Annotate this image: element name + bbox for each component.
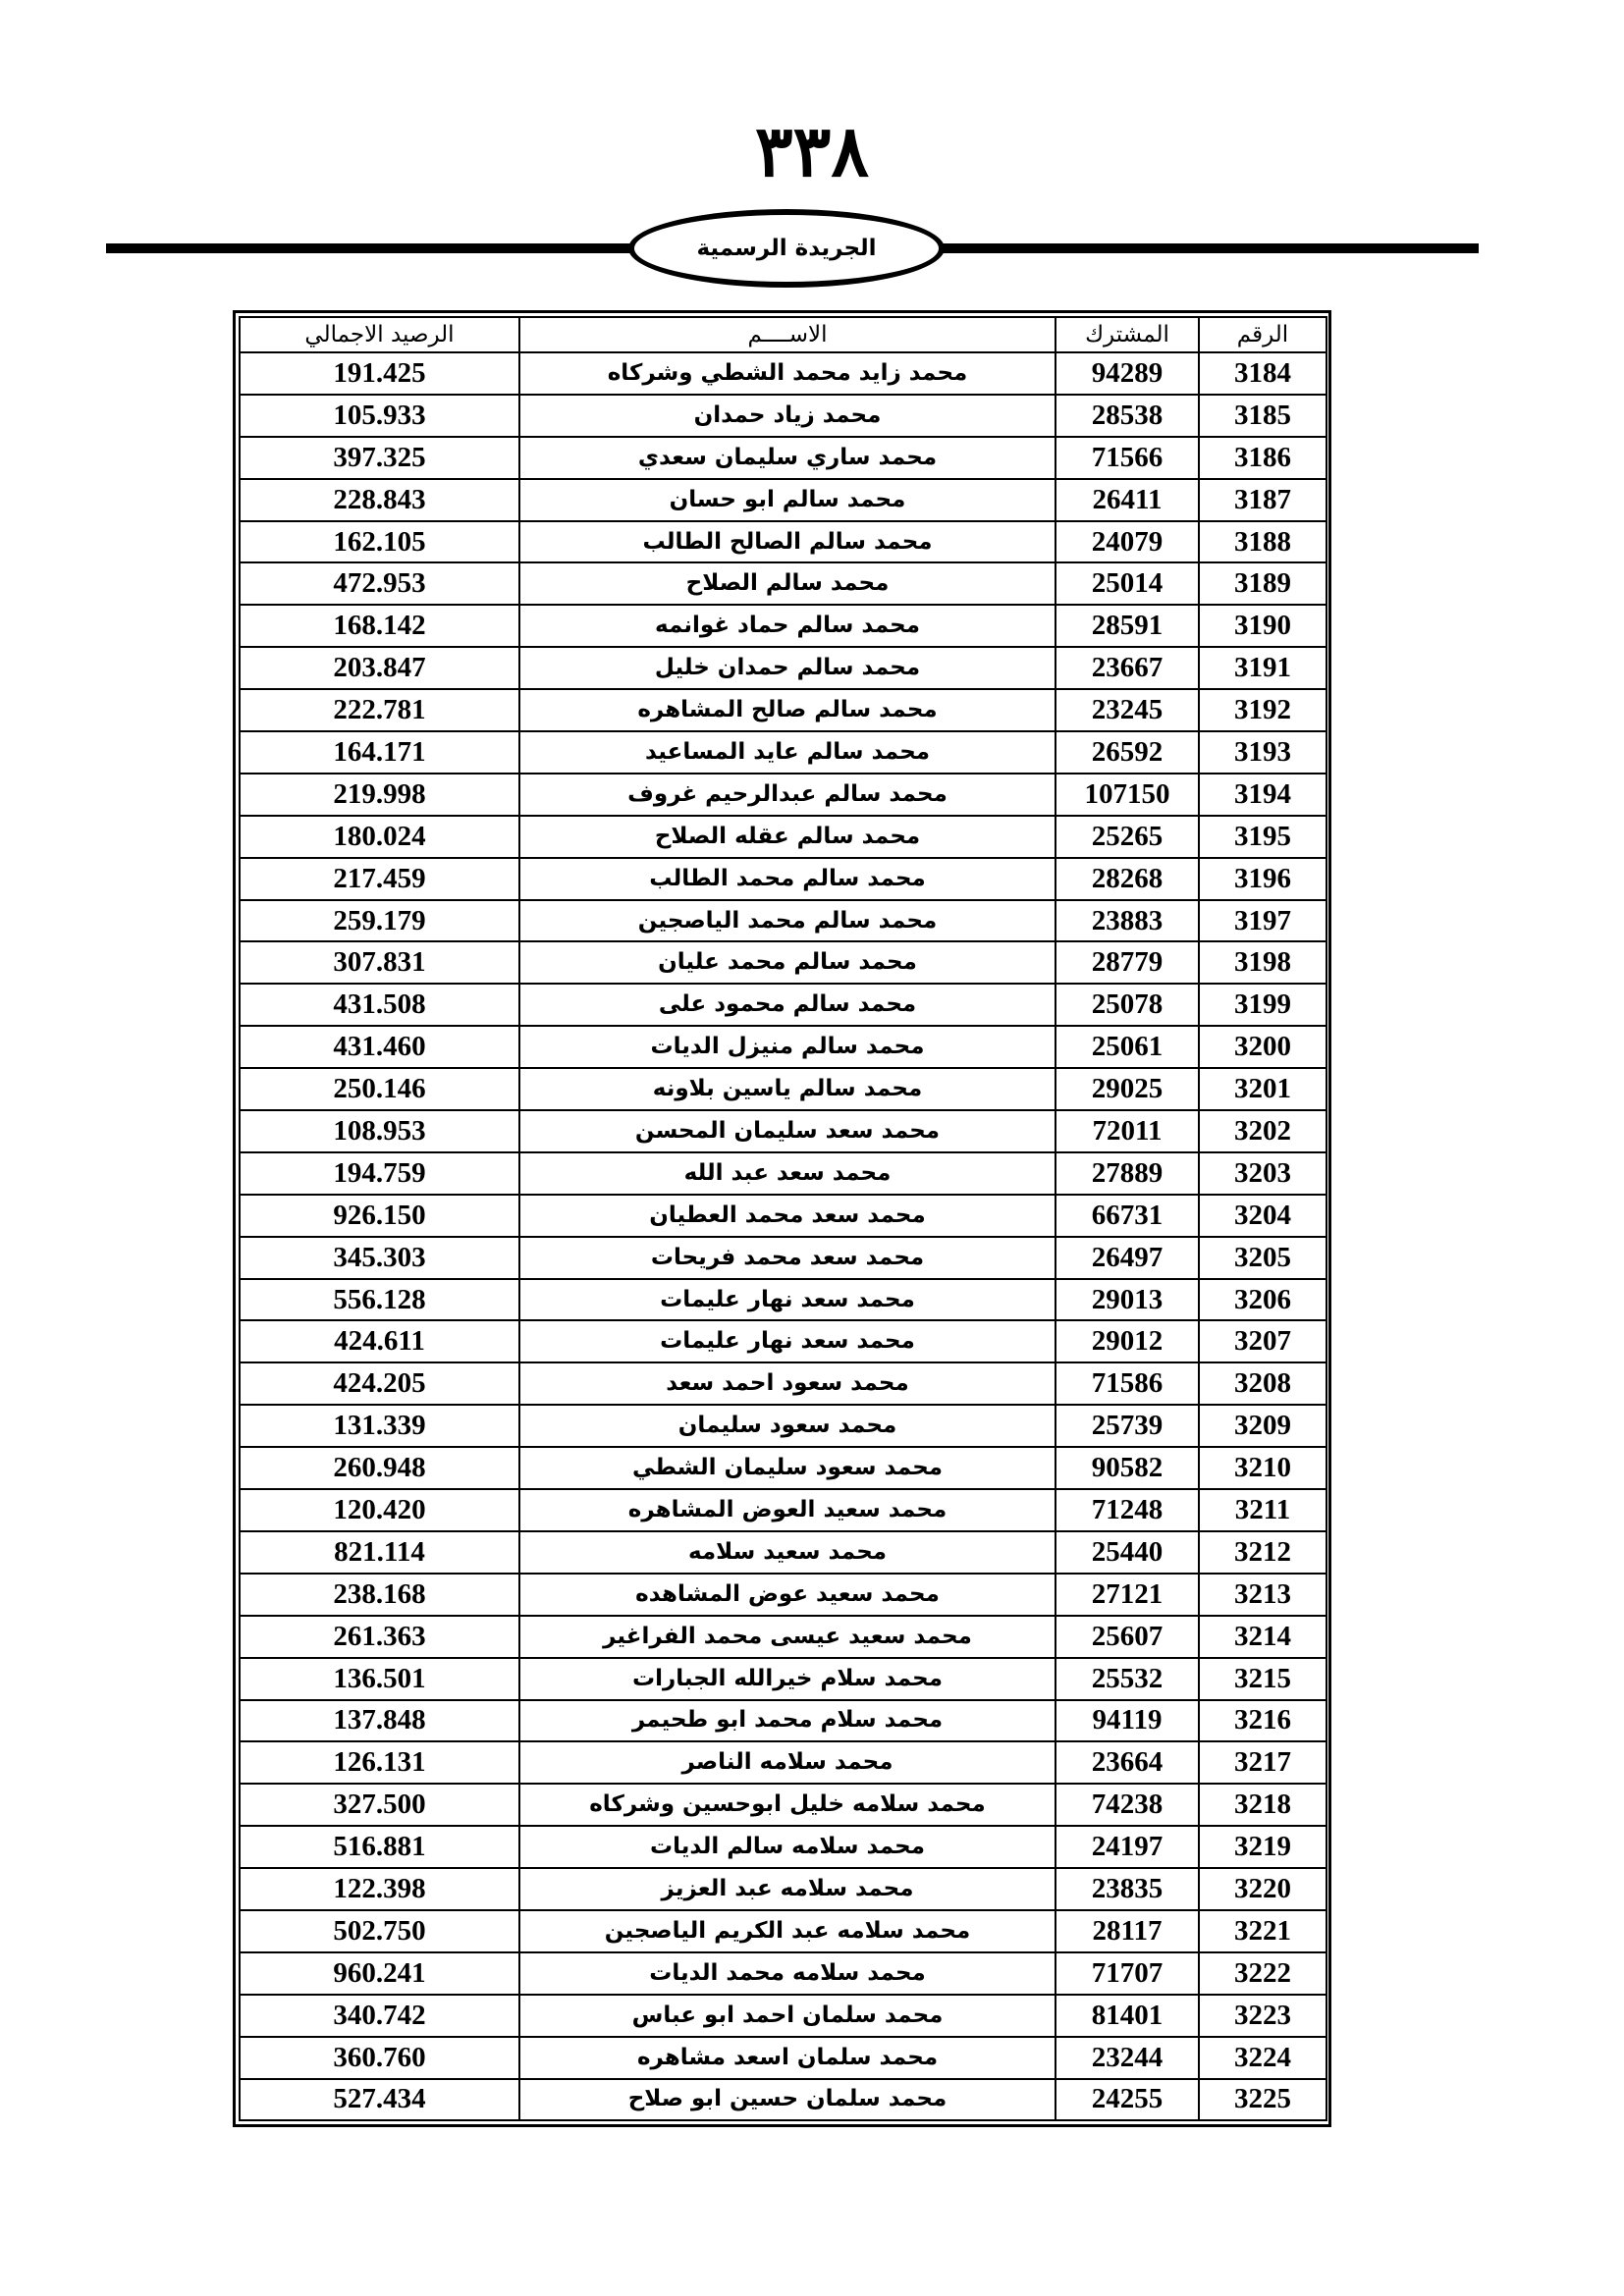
subscriber-id: 72011 <box>1056 1110 1199 1152</box>
table-row <box>240 1026 1326 1068</box>
subscriber-name: محمد ساري سليمان سعدي <box>519 437 1056 479</box>
total-balance: 250.146 <box>240 1068 519 1110</box>
subscriber-name: محمد سعود سليمان الشطي <box>519 1447 1056 1489</box>
subscriber-name: محمد سالم ياسين بلاونه <box>519 1068 1056 1110</box>
table-header-row <box>240 317 1326 352</box>
total-balance: 120.420 <box>240 1489 519 1531</box>
table-row <box>240 521 1326 563</box>
subscriber-id: 71586 <box>1056 1362 1199 1405</box>
table-row <box>240 984 1326 1026</box>
subscriber-name: محمد سعيد سلامه <box>519 1531 1056 1574</box>
subscriber-id: 23883 <box>1056 900 1199 942</box>
subscriber-name: محمد زايد محمد الشطي وشركاه <box>519 352 1056 395</box>
subscriber-id: 25739 <box>1056 1405 1199 1447</box>
subscriber-id: 29025 <box>1056 1068 1199 1110</box>
total-balance: 228.843 <box>240 479 519 521</box>
subscriber-name: محمد سعد محمد العطيان <box>519 1195 1056 1237</box>
row-number: 3195 <box>1199 816 1326 858</box>
total-balance: 431.460 <box>240 1026 519 1068</box>
row-number: 3190 <box>1199 605 1326 647</box>
table-row <box>240 1489 1326 1531</box>
subscriber-name: محمد سلامه الناصر <box>519 1741 1056 1784</box>
subscriber-id: 74238 <box>1056 1784 1199 1826</box>
table-row <box>240 1574 1326 1616</box>
row-number: 3207 <box>1199 1320 1326 1362</box>
total-balance: 340.742 <box>240 1995 519 2037</box>
total-balance: 821.114 <box>240 1531 519 1574</box>
total-balance: 345.303 <box>240 1237 519 1279</box>
header-subscriber: المشترك <box>1056 317 1199 352</box>
total-balance: 222.781 <box>240 689 519 731</box>
total-balance: 191.425 <box>240 352 519 395</box>
subscriber-id: 23245 <box>1056 689 1199 731</box>
row-number: 3192 <box>1199 689 1326 731</box>
subscribers-table-frame <box>233 310 1331 2127</box>
total-balance: 259.179 <box>240 900 519 942</box>
row-number: 3193 <box>1199 731 1326 774</box>
table-row <box>240 689 1326 731</box>
row-number: 3201 <box>1199 1068 1326 1110</box>
row-number: 3211 <box>1199 1489 1326 1531</box>
subscribers-table <box>239 316 1327 2121</box>
subscriber-id: 25265 <box>1056 816 1199 858</box>
subscriber-name: محمد سالم الصلاح <box>519 562 1056 605</box>
row-number: 3184 <box>1199 352 1326 395</box>
total-balance: 168.142 <box>240 605 519 647</box>
table-row <box>240 900 1326 942</box>
total-balance: 424.611 <box>240 1320 519 1362</box>
subscriber-name: محمد سعيد عيسى محمد الفراغير <box>519 1616 1056 1658</box>
table-row <box>240 1995 1326 2037</box>
subscriber-name: محمد سعود سليمان <box>519 1405 1056 1447</box>
subscriber-id: 26411 <box>1056 479 1199 521</box>
subscriber-name: محمد سالم محمد الطالب <box>519 858 1056 900</box>
subscriber-id: 26592 <box>1056 731 1199 774</box>
row-number: 3225 <box>1199 2079 1326 2121</box>
row-number: 3218 <box>1199 1784 1326 1826</box>
row-number: 3199 <box>1199 984 1326 1026</box>
total-balance: 217.459 <box>240 858 519 900</box>
total-balance: 194.759 <box>240 1152 519 1195</box>
table-row <box>240 1279 1326 1321</box>
table-row <box>240 774 1326 816</box>
row-number: 3188 <box>1199 521 1326 563</box>
row-number: 3189 <box>1199 562 1326 605</box>
page-number: ٣٣٨ <box>754 109 869 192</box>
row-number: 3217 <box>1199 1741 1326 1784</box>
table-row <box>240 437 1326 479</box>
row-number: 3203 <box>1199 1152 1326 1195</box>
row-number: 3209 <box>1199 1405 1326 1447</box>
subscriber-name: محمد سالم حمدان خليل <box>519 647 1056 689</box>
total-balance: 180.024 <box>240 816 519 858</box>
subscriber-id: 28117 <box>1056 1910 1199 1952</box>
table-row <box>240 1616 1326 1658</box>
subscriber-name: محمد سلامه خليل ابوحسين وشركاه <box>519 1784 1056 1826</box>
row-number: 3220 <box>1199 1868 1326 1910</box>
subscriber-name: محمد سالم عبدالرحيم غروف <box>519 774 1056 816</box>
row-number: 3210 <box>1199 1447 1326 1489</box>
total-balance: 926.150 <box>240 1195 519 1237</box>
table-row <box>240 1237 1326 1279</box>
table-row <box>240 816 1326 858</box>
total-balance: 261.363 <box>240 1616 519 1658</box>
subscriber-name: محمد سعد عبد الله <box>519 1152 1056 1195</box>
table-row <box>240 1658 1326 1700</box>
total-balance: 527.434 <box>240 2079 519 2121</box>
table-row <box>240 1152 1326 1195</box>
table-row <box>240 605 1326 647</box>
total-balance: 397.325 <box>240 437 519 479</box>
table-row <box>240 1868 1326 1910</box>
table-row <box>240 1405 1326 1447</box>
total-balance: 108.953 <box>240 1110 519 1152</box>
subscriber-name: محمد سالم صالح المشاهره <box>519 689 1056 731</box>
subscriber-name: محمد سلمان حسين ابو صلاح <box>519 2079 1056 2121</box>
table-row <box>240 1362 1326 1405</box>
subscriber-id: 24255 <box>1056 2079 1199 2121</box>
subscriber-name: محمد سالم حماد غوانمه <box>519 605 1056 647</box>
row-number: 3208 <box>1199 1362 1326 1405</box>
row-number: 3221 <box>1199 1910 1326 1952</box>
row-number: 3187 <box>1199 479 1326 521</box>
total-balance: 431.508 <box>240 984 519 1026</box>
subscriber-name: محمد سعد نهار عليمات <box>519 1279 1056 1321</box>
subscriber-name: محمد سالم الصالح الطالب <box>519 521 1056 563</box>
total-balance: 131.339 <box>240 1405 519 1447</box>
row-number: 3216 <box>1199 1700 1326 1742</box>
subscriber-id: 71566 <box>1056 437 1199 479</box>
table-row <box>240 1700 1326 1742</box>
total-balance: 424.205 <box>240 1362 519 1405</box>
table-row <box>240 858 1326 900</box>
row-number: 3200 <box>1199 1026 1326 1068</box>
table-row <box>240 1531 1326 1574</box>
row-number: 3191 <box>1199 647 1326 689</box>
total-balance: 502.750 <box>240 1910 519 1952</box>
subscriber-id: 28538 <box>1056 395 1199 437</box>
table-row <box>240 352 1326 395</box>
table-row <box>240 1195 1326 1237</box>
total-balance: 162.105 <box>240 521 519 563</box>
total-balance: 360.760 <box>240 2037 519 2079</box>
subscriber-name: محمد سلامه عبد العزيز <box>519 1868 1056 1910</box>
row-number: 3219 <box>1199 1826 1326 1868</box>
subscriber-name: محمد سلامه محمد الديات <box>519 1952 1056 1995</box>
row-number: 3202 <box>1199 1110 1326 1152</box>
subscriber-id: 25014 <box>1056 562 1199 605</box>
total-balance: 219.998 <box>240 774 519 816</box>
subscriber-id: 26497 <box>1056 1237 1199 1279</box>
subscriber-name: محمد سالم عايد المساعيد <box>519 731 1056 774</box>
total-balance: 105.933 <box>240 395 519 437</box>
subscriber-name: محمد سعد سليمان المحسن <box>519 1110 1056 1152</box>
subscriber-name: محمد سلامه سالم الديات <box>519 1826 1056 1868</box>
subscriber-id: 23667 <box>1056 647 1199 689</box>
subscriber-id: 94289 <box>1056 352 1199 395</box>
subscriber-id: 94119 <box>1056 1700 1199 1742</box>
subscriber-name: محمد سلامه عبد الكريم الياصجين <box>519 1910 1056 1952</box>
subscriber-name: محمد سالم محمود على <box>519 984 1056 1026</box>
subscriber-id: 25061 <box>1056 1026 1199 1068</box>
subscriber-id: 90582 <box>1056 1447 1199 1489</box>
row-number: 3197 <box>1199 900 1326 942</box>
total-balance: 203.847 <box>240 647 519 689</box>
table-row <box>240 1068 1326 1110</box>
subscriber-id: 71248 <box>1056 1489 1199 1531</box>
table-row <box>240 1952 1326 1995</box>
subscriber-name: محمد سعد نهار عليمات <box>519 1320 1056 1362</box>
header-title: الجريدة الرسمية <box>696 236 877 261</box>
subscriber-name: محمد سعد محمد فريحات <box>519 1237 1056 1279</box>
table-row <box>240 479 1326 521</box>
subscriber-id: 23835 <box>1056 1868 1199 1910</box>
subscriber-id: 25440 <box>1056 1531 1199 1574</box>
subscriber-id: 28268 <box>1056 858 1199 900</box>
row-number: 3212 <box>1199 1531 1326 1574</box>
subscriber-id: 28591 <box>1056 605 1199 647</box>
row-number: 3224 <box>1199 2037 1326 2079</box>
row-number: 3223 <box>1199 1995 1326 2037</box>
table-row <box>240 1320 1326 1362</box>
table-body <box>240 352 1326 2120</box>
subscriber-id: 24079 <box>1056 521 1199 563</box>
row-number: 3214 <box>1199 1616 1326 1658</box>
subscriber-name: محمد سعيد عوض المشاهده <box>519 1574 1056 1616</box>
row-number: 3213 <box>1199 1574 1326 1616</box>
row-number: 3198 <box>1199 941 1326 984</box>
header-name: الاســــم <box>519 317 1056 352</box>
subscriber-id: 24197 <box>1056 1826 1199 1868</box>
subscriber-id: 25532 <box>1056 1658 1199 1700</box>
total-balance: 472.953 <box>240 562 519 605</box>
table-row <box>240 1447 1326 1489</box>
subscriber-name: محمد سلام خيرالله الجبارات <box>519 1658 1056 1700</box>
subscriber-name: محمد سلام محمد ابو طحيمر <box>519 1700 1056 1742</box>
row-number: 3222 <box>1199 1952 1326 1995</box>
subscriber-name: محمد سالم محمد الياصجين <box>519 900 1056 942</box>
subscriber-id: 81401 <box>1056 1995 1199 2037</box>
table-row <box>240 562 1326 605</box>
subscriber-id: 29013 <box>1056 1279 1199 1321</box>
total-balance: 164.171 <box>240 731 519 774</box>
row-number: 3205 <box>1199 1237 1326 1279</box>
subscriber-name: محمد سالم منيزل الديات <box>519 1026 1056 1068</box>
subscriber-id: 23664 <box>1056 1741 1199 1784</box>
header-total-balance: الرصيد الاجمالي <box>240 317 519 352</box>
subscriber-name: محمد سعيد العوض المشاهره <box>519 1489 1056 1531</box>
total-balance: 556.128 <box>240 1279 519 1321</box>
subscriber-id: 25078 <box>1056 984 1199 1026</box>
total-balance: 307.831 <box>240 941 519 984</box>
table-row <box>240 1910 1326 1952</box>
row-number: 3215 <box>1199 1658 1326 1700</box>
table-row <box>240 2079 1326 2121</box>
total-balance: 960.241 <box>240 1952 519 1995</box>
subscriber-id: 28779 <box>1056 941 1199 984</box>
subscriber-name: محمد سالم محمد عليان <box>519 941 1056 984</box>
total-balance: 327.500 <box>240 1784 519 1826</box>
subscriber-id: 25607 <box>1056 1616 1199 1658</box>
subscriber-id: 71707 <box>1056 1952 1199 1995</box>
header-title-oval <box>628 209 945 288</box>
total-balance: 137.848 <box>240 1700 519 1742</box>
row-number: 3204 <box>1199 1195 1326 1237</box>
total-balance: 136.501 <box>240 1658 519 1700</box>
table-row <box>240 941 1326 984</box>
header-number: الرقم <box>1199 317 1326 352</box>
subscriber-id: 66731 <box>1056 1195 1199 1237</box>
table-row <box>240 2037 1326 2079</box>
subscriber-id: 27121 <box>1056 1574 1199 1616</box>
total-balance: 126.131 <box>240 1741 519 1784</box>
table-row <box>240 395 1326 437</box>
subscriber-name: محمد سلمان احمد ابو عباس <box>519 1995 1056 2037</box>
subscriber-name: محمد سالم عقله الصلاح <box>519 816 1056 858</box>
subscriber-id: 23244 <box>1056 2037 1199 2079</box>
total-balance: 516.881 <box>240 1826 519 1868</box>
total-balance: 260.948 <box>240 1447 519 1489</box>
row-number: 3194 <box>1199 774 1326 816</box>
subscriber-name: محمد سلمان اسعد مشاهره <box>519 2037 1056 2079</box>
subscriber-name: محمد سالم ابو حسان <box>519 479 1056 521</box>
table-row <box>240 1784 1326 1826</box>
table-row <box>240 731 1326 774</box>
row-number: 3185 <box>1199 395 1326 437</box>
row-number: 3186 <box>1199 437 1326 479</box>
row-number: 3206 <box>1199 1279 1326 1321</box>
table-row <box>240 1826 1326 1868</box>
subscriber-id: 29012 <box>1056 1320 1199 1362</box>
table-row <box>240 1110 1326 1152</box>
subscriber-id: 27889 <box>1056 1152 1199 1195</box>
total-balance: 238.168 <box>240 1574 519 1616</box>
table-row <box>240 1741 1326 1784</box>
subscriber-id: 107150 <box>1056 774 1199 816</box>
row-number: 3196 <box>1199 858 1326 900</box>
total-balance: 122.398 <box>240 1868 519 1910</box>
subscriber-name: محمد زياد حمدان <box>519 395 1056 437</box>
table-row <box>240 647 1326 689</box>
subscriber-name: محمد سعود احمد سعد <box>519 1362 1056 1405</box>
